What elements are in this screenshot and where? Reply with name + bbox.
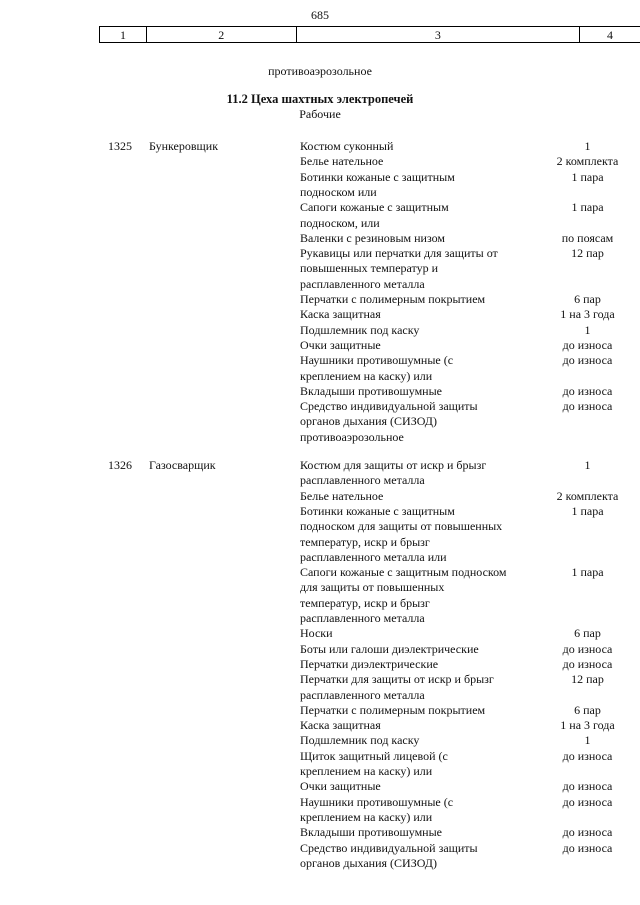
item-quantity: 6 пар [574,292,601,306]
item-name-line: Костюм для защиты от искр и брызг [300,458,487,472]
item-name-line: Очки защитные [300,337,381,352]
item-name-line: органов дыхания (СИЗОД) [300,414,437,429]
item-name-line: расплавленного металла [300,276,425,291]
column-header-2: 2 [147,27,297,42]
item-name-line: Щиток защитный лицевой (с [300,748,448,763]
item-quantity: 2 комплекта [556,154,619,169]
item-name-line: Ботинки кожаные с защитным [300,503,455,518]
item-name-line: Подшлемник под каску [300,733,420,748]
entry-profession: Бункеровщик [149,139,219,153]
item-name-line: Белье нательное [300,488,384,503]
item-name-line: Каска защитная [300,718,381,733]
item-name-line: Вкладыши противошумные [300,825,442,840]
item-quantity: до износа [562,641,613,656]
item-quantity: до износа [562,748,613,763]
item-quantity: до износа [562,337,613,352]
item-name-line: Носки [300,626,333,641]
item-quantity: 1 [584,322,591,337]
item-name-line: Средство индивидуальной защиты [300,840,478,855]
item-name-line: температур, искр и брызг [300,595,430,610]
item-quantity: 1 [584,139,591,153]
item-name-line: подноском или [300,184,377,199]
item-quantity: 6 пар [574,702,601,717]
item-name-line: Боты или галоши диэлектрические [300,641,479,656]
column-header-1: 1 [100,27,147,42]
item-quantity: 1 [584,733,591,748]
item-name-line: расплавленного металла [300,473,425,488]
item-name-line: Каска защитная [300,307,381,322]
item-name-line: Сапоги кожаные с защитным подноском [300,565,507,580]
item-name-line: Рукавицы или перчатки для защиты от [300,246,498,261]
item-name-line: Перчатки с полимерным покрытием [300,702,486,717]
item-quantity: по поясам [561,230,614,245]
item-name-line: подноском, или [300,215,380,230]
item-name-line: Костюм суконный [300,139,394,153]
column-header-3: 3 [297,27,580,42]
item-quantity: 1 пара [571,503,604,518]
item-name-line: Наушники противошумные (с [300,353,454,368]
item-quantity: до износа [562,779,613,794]
item-name-line: Перчатки для защиты от искр и брызг [300,672,494,687]
item-quantity: 1 пара [571,169,604,184]
item-quantity: до износа [562,794,613,809]
item-name-line: Белье нательное [300,154,384,169]
item-name-line: Перчатки с полимерным покрытием [300,292,486,306]
item-name-line: расплавленного металла или [300,549,447,564]
item-name-line: Валенки с резиновым низом [300,230,446,245]
item-name-line: креплением на каску) или [300,368,433,383]
item-name-line: расплавленного металла [300,687,425,702]
entry-number: 1326 [108,458,132,472]
item-name-line: креплением на каску) или [300,764,433,778]
section-subtitle: Рабочие [299,107,341,121]
item-name-line: повышенных температур и [300,261,439,276]
continuation-text: противоаэрозольное [268,64,372,78]
item-name-line: Сапоги кожаные с защитным [300,200,449,215]
item-name-line: Очки защитные [300,779,381,794]
item-name-line: для защиты от повышенных [300,580,445,595]
item-name-line: Ботинки кожаные с защитным [300,169,455,184]
item-name-line: температур, искр и брызг [300,534,430,549]
item-quantity: 1 на 3 года [560,718,615,733]
item-quantity: до износа [562,399,613,414]
item-name-line: противоаэрозольное [300,429,404,444]
item-quantity: 2 комплекта [556,488,619,503]
item-quantity: 1 пара [571,200,604,215]
item-name-line: расплавленного металла [300,611,425,625]
item-quantity: до износа [562,656,613,671]
section-title: 11.2 Цеха шахтных электропечей [226,92,414,106]
item-quantity: до износа [562,840,613,855]
item-name-line: органов дыхания (СИЗОД) [300,855,437,870]
item-quantity: до износа [562,825,613,840]
item-name-line: подноском для защиты от повышенных [300,519,503,534]
page-number: 685 [311,8,329,22]
item-quantity: до износа [562,353,613,368]
item-quantity: 1 пара [571,565,604,580]
column-header-table [99,26,640,43]
item-name-line: Подшлемник под каску [300,322,420,337]
item-quantity: 1 на 3 года [560,307,615,322]
item-quantity: 12 пар [571,246,604,261]
item-quantity: 12 пар [571,672,604,687]
item-name-line: Наушники противошумные (с [300,794,454,809]
entry-number: 1325 [108,139,132,153]
column-header-4: 4 [607,28,614,42]
item-quantity: 6 пар [574,626,601,641]
item-name-line: Средство индивидуальной защиты [300,399,478,414]
item-name-line: Вкладыши противошумные [300,383,442,398]
item-name-line: Перчатки диэлектрические [300,656,439,671]
item-quantity: до износа [562,383,613,398]
item-name-line: креплением на каску) или [300,809,433,824]
item-quantity: 1 [584,458,591,472]
entry-profession: Газосварщик [149,458,216,472]
